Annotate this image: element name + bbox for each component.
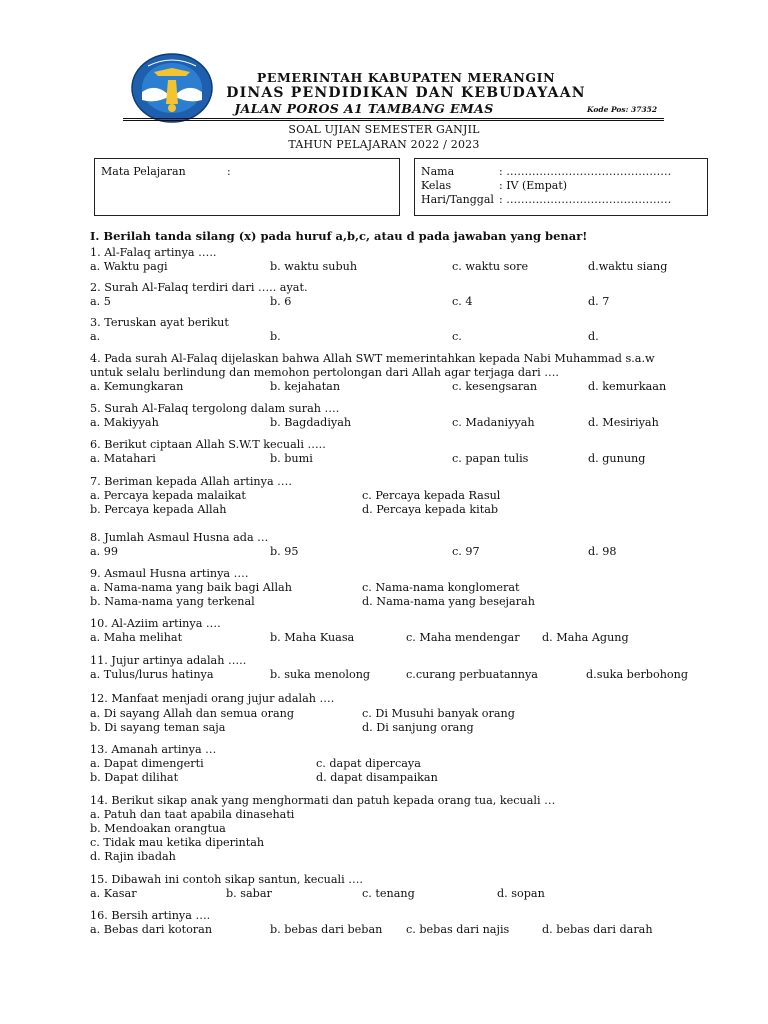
option-a[interactable]: a. Kasar xyxy=(90,887,137,900)
question-text: 4. Pada surah Al-Falaq dijelaskan bahwa Allah SWT memerintahkan kepada Nabi Muhammad s.a.w xyxy=(90,352,655,365)
option-a[interactable]: a. Nama-nama yang baik bagi Allah xyxy=(90,581,292,594)
name-value: : ……………………………………… xyxy=(499,165,672,178)
option-b[interactable]: b. Bagdadiyah xyxy=(270,416,352,429)
option-a[interactable]: a. Percaya kepada malaikat xyxy=(90,489,246,502)
header-government: PEMERINTAH KABUPATEN MERANGIN xyxy=(256,70,556,85)
option-a[interactable]: a. Matahari xyxy=(90,452,156,465)
question-text: 12. Manfaat menjadi orang jujur adalah …. xyxy=(90,692,335,705)
class-label: Kelas xyxy=(421,179,452,192)
option-c[interactable]: c. dapat dipercaya xyxy=(316,757,421,770)
question-text: 9. Asmaul Husna artinya …. xyxy=(90,567,249,580)
name-label: Nama xyxy=(421,165,455,178)
header-department: DINAS PENDIDIKAN DAN KEBUDAYAAN xyxy=(226,85,586,101)
question-text: 5. Surah Al-Falaq tergolong dalam surah …. xyxy=(90,402,340,415)
option-d[interactable]: d. Rajin ibadah xyxy=(90,850,176,863)
option-b[interactable]: b. Maha Kuasa xyxy=(270,631,355,644)
question-text: 11. Jujur artinya adalah ….. xyxy=(90,654,247,667)
option-c[interactable]: c. 4 xyxy=(452,295,473,308)
option-c[interactable]: c. Percaya kepada Rasul xyxy=(362,489,501,502)
option-c[interactable]: c. 97 xyxy=(452,545,480,558)
option-c[interactable]: c. papan tulis xyxy=(452,452,529,465)
option-a[interactable]: a. Tulus/lurus hatinya xyxy=(90,668,214,681)
option-d[interactable]: d. dapat disampaikan xyxy=(316,771,438,784)
option-c[interactable]: c. kesengsaran xyxy=(452,380,538,393)
option-c[interactable]: c. Madaniyyah xyxy=(452,416,535,429)
question-text-cont: untuk selalu berlindung dan memohon pertolongan dari Allah agar terjaga dari …. xyxy=(90,366,559,379)
option-d[interactable]: d. sopan xyxy=(497,887,545,900)
question-text: 3. Teruskan ayat berikut xyxy=(90,316,229,329)
subject-separator: : xyxy=(227,165,231,178)
instruction-text: I. Berilah tanda silang (x) pada huruf a,b,c, atau d pada jawaban yang benar! xyxy=(90,229,588,243)
option-a[interactable]: a. Bebas dari kotoran xyxy=(90,923,213,936)
exam-year: TAHUN PELAJARAN 2022 / 2023 xyxy=(288,138,480,151)
date-label: Hari/Tanggal xyxy=(421,193,494,206)
question-text: 7. Beriman kepada Allah artinya …. xyxy=(90,475,292,488)
option-d[interactable]: d. Percaya kepada kitab xyxy=(362,503,499,516)
option-a[interactable]: a. xyxy=(90,330,101,343)
question-text: 14. Berikut sikap anak yang menghormati dan patuh kepada orang tua, kecuali … xyxy=(90,794,556,807)
option-c[interactable]: c. xyxy=(452,330,462,343)
header-divider xyxy=(123,118,664,121)
option-d[interactable]: d. Mesiriyah xyxy=(588,416,659,429)
option-c[interactable]: c. bebas dari najis xyxy=(406,923,510,936)
option-a[interactable]: a. Dapat dimengerti xyxy=(90,757,204,770)
option-d[interactable]: d. 7 xyxy=(588,295,610,308)
subject-label: Mata Pelajaran xyxy=(101,165,186,178)
option-b[interactable]: b. Percaya kepada Allah xyxy=(90,503,227,516)
option-a[interactable]: a. Maha melihat xyxy=(90,631,183,644)
student-info-box xyxy=(414,158,708,216)
option-b[interactable]: b. 6 xyxy=(270,295,292,308)
option-c[interactable]: c. waktu sore xyxy=(452,260,529,273)
option-d[interactable]: d. gunung xyxy=(588,452,646,465)
class-value: : IV (Empat) xyxy=(499,179,568,192)
option-b[interactable]: b. Dapat dilihat xyxy=(90,771,179,784)
date-value: : ……………………………………… xyxy=(499,193,672,206)
option-d[interactable]: d. Maha Agung xyxy=(542,631,629,644)
option-b[interactable]: b. kejahatan xyxy=(270,380,341,393)
option-b[interactable]: b. sabar xyxy=(226,887,272,900)
option-c[interactable]: c. Tidak mau ketika diperintah xyxy=(90,836,265,849)
option-d[interactable]: d. Nama-nama yang besejarah xyxy=(362,595,535,608)
option-b[interactable]: b. suka menolong xyxy=(270,668,371,681)
option-a[interactable]: a. Makiyyah xyxy=(90,416,159,429)
option-d[interactable]: d.suka berbohong xyxy=(586,668,689,681)
option-b[interactable]: b. bebas dari beban xyxy=(270,923,383,936)
question-text: 10. Al-Aziim artinya …. xyxy=(90,617,221,630)
option-a[interactable]: a. 99 xyxy=(90,545,119,558)
question-text: 6. Berikut ciptaan Allah S.W.T kecuali ….. xyxy=(90,438,326,451)
option-c[interactable]: c. Maha mendengar xyxy=(406,631,520,644)
subject-box xyxy=(94,158,400,216)
question-text: 8. Jumlah Asmaul Husna ada … xyxy=(90,531,269,544)
exam-title: SOAL UJIAN SEMESTER GANJIL xyxy=(288,123,480,136)
option-d[interactable]: d. kemurkaan xyxy=(588,380,667,393)
option-a[interactable]: a. Di sayang Allah dan semua orang xyxy=(90,707,294,720)
option-c[interactable]: c. Di Musuhi banyak orang xyxy=(362,707,515,720)
question-text: 16. Bersih artinya …. xyxy=(90,909,211,922)
option-d[interactable]: d. xyxy=(588,330,599,343)
option-a[interactable]: a. Kemungkaran xyxy=(90,380,184,393)
question-text: 13. Amanah artinya … xyxy=(90,743,217,756)
option-a[interactable]: a. 5 xyxy=(90,295,111,308)
option-b[interactable]: b. waktu subuh xyxy=(270,260,358,273)
option-d[interactable]: d. Di sanjung orang xyxy=(362,721,474,734)
header-address: JALAN POROS A1 TAMBANG EMAS xyxy=(234,101,494,116)
option-b[interactable]: b. Nama-nama yang terkenal xyxy=(90,595,255,608)
option-b[interactable]: b. Di sayang teman saja xyxy=(90,721,226,734)
option-c[interactable]: c. Nama-nama konglomerat xyxy=(362,581,520,594)
option-a[interactable]: a. Patuh dan taat apabila dinasehati xyxy=(90,808,295,821)
option-d[interactable]: d.waktu siang xyxy=(588,260,668,273)
question-text: 15. Dibawah ini contoh sikap santun, kecuali …. xyxy=(90,873,363,886)
header-postal-code: Kode Pos: 37352 xyxy=(587,105,658,114)
option-b[interactable]: b. bumi xyxy=(270,452,313,465)
option-a[interactable]: a. Waktu pagi xyxy=(90,260,168,273)
option-d[interactable]: d. 98 xyxy=(588,545,617,558)
option-b[interactable]: b. xyxy=(270,330,281,343)
option-c[interactable]: c. tenang xyxy=(362,887,415,900)
question-text: 1. Al-Falaq artinya ….. xyxy=(90,246,217,259)
option-c[interactable]: c.curang perbuatannya xyxy=(406,668,538,681)
option-b[interactable]: b. Mendoakan orangtua xyxy=(90,822,226,835)
option-b[interactable]: b. 95 xyxy=(270,545,299,558)
question-text: 2. Surah Al-Falaq terdiri dari ….. ayat. xyxy=(90,281,308,294)
option-d[interactable]: d. bebas dari darah xyxy=(542,923,653,936)
